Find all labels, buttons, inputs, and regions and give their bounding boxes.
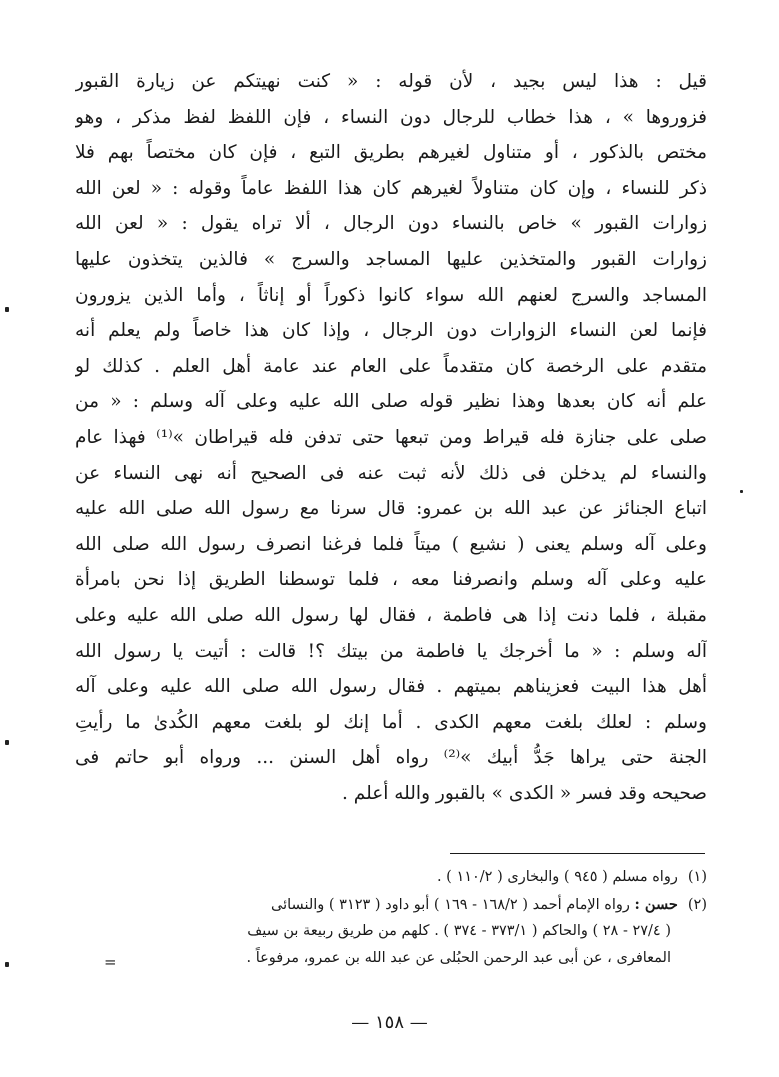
- footnote-number: (١): [687, 869, 707, 885]
- text-line: عليه وعلى آله وسلم وانصرفنا معه ، فلما توسطنا الطريق إذا نحن بامرأة: [75, 569, 707, 591]
- text-line: زوارات القبور والمتخذين عليها المساجد والسرج » فالذين يتخذون عليها: [75, 248, 707, 270]
- text-line: علم أنه كان بعدها وهذا نظير قوله صلى الله عليه وعلى آله وسلم : « من: [75, 391, 707, 413]
- text-line: آله وسلم : « ما أخرجك يا فاطمة من بيتك ؟! قالت : أتيت يا رسول الله: [75, 640, 707, 662]
- text-line: مقبلة ، فلما دنت إذا هى فاطمة ، فقال لها رسول الله صلى الله عليه وعلى: [75, 604, 707, 626]
- text-line: مختص بالذكور ، أو متناول لغيرهم بطريق التبع ، فإن كان مختصاً بهم فلا: [75, 142, 707, 164]
- text-line: وعلى آله وسلم يعنى ( نشيع ) ميتاً فلما فرغنا انصرف رسول الله صلى الله: [75, 533, 707, 555]
- text-line: صلى على جنازة فله قيراط ومن تبعها حتى تدفن فله قيراطان »⁽¹⁾ فهذا عام: [75, 426, 707, 448]
- scan-speck: [5, 740, 9, 745]
- page-number: — ١٥٨ —: [351, 1012, 428, 1033]
- text-line: والنساء لم يدخلن فى ذلك لأنه ثبت عنه فى الصحيح أنه نهى النساء عن: [75, 462, 707, 484]
- text-line: الجنة حتى يراها جَدُّ أبيك »⁽²⁾ رواه أهل السنن ... ورواه أبو حاتم فى: [75, 747, 707, 769]
- footnote-1: [75, 864, 707, 891]
- footnote-number: (٢): [687, 897, 707, 913]
- footnote-text: رواه مسلم ( ٩٤٥ ) والبخارى ( ١١٠/٢ ) .: [436, 869, 678, 885]
- main-text-block: [75, 64, 707, 811]
- hadith-grade: حسن :: [634, 896, 678, 913]
- text-line: قيل : هذا ليس بجيد ، لأن قوله : « كنت نهيتكم عن زيارة القبور: [75, 71, 707, 92]
- footnote-separator: [450, 853, 705, 854]
- text-line: اتباع الجنائز عن عبد الله بن عمرو: قال سرنا مع رسول الله صلى الله عليه: [75, 498, 707, 520]
- text-line: فإنما لعن النساء الزوارات دون الرجال ، وإذا كان هذا خاصاً ولم يعلم أنه: [75, 320, 707, 342]
- scan-speck: [5, 307, 9, 312]
- footnote-text: المعافرى ، عن أبى عبد الرحمن الحبُلى عن عبد الله بن عمرو، مرفوعاً .: [246, 950, 671, 966]
- footnote-text: رواه الإمام أحمد ( ١٦٨/٢ - ١٦٩ ) أبو داود ( ٣١٢٣ ) والنسائى: [270, 897, 630, 913]
- text-line: وسلم : لعلك بلغت معهم الكدى . أما إنك لو بلغت معهم الكُدىٰ ما رأيتِ: [75, 711, 707, 733]
- footnote-text: ( ٢٧/٤ - ٢٨ ) والحاكم ( ٣٧٣/١ - ٣٧٤ ) . كلهم من طريق ربيعة بن سيف: [247, 923, 671, 939]
- footnote-2: [75, 891, 707, 918]
- text-line: صحيحه وقد فسر « الكدى » بالقبور والله أعلم .: [342, 782, 707, 804]
- text-line: المساجد والسرج لعنهم الله سواء كانوا ذكوراً أو إناثاً ، وأما الذين يزورون: [75, 284, 707, 306]
- footnote-2-continued: [75, 918, 707, 945]
- continuation-mark: =: [104, 953, 117, 971]
- footnotes: [75, 864, 707, 972]
- scan-speck: [740, 490, 743, 493]
- text-line: أهل هذا البيت فعزيناهم بميتهم . فقال رسول الله صلى الله عليه وعلى آله: [75, 676, 707, 698]
- text-line: فزوروها » ، هذا خطاب للرجال دون النساء ، فإن اللفظ لفظ مذكر ، وهو: [75, 106, 707, 128]
- text-line: زوارات القبور » خاص بالنساء دون الرجال ، ألا تراه يقول : « لعن الله: [75, 213, 707, 235]
- footnote-2-continued: [75, 945, 707, 972]
- scan-speck: [5, 962, 9, 967]
- text-line: متقدم على الرخصة كان متقدماً على العام عند عامة أهل العلم . كذلك لو: [75, 355, 707, 377]
- text-line: ذكر للنساء ، وإن كان متناولاً لغيرهم كان هذا اللفظ عاماً وقوله : « لعن الله: [75, 177, 707, 199]
